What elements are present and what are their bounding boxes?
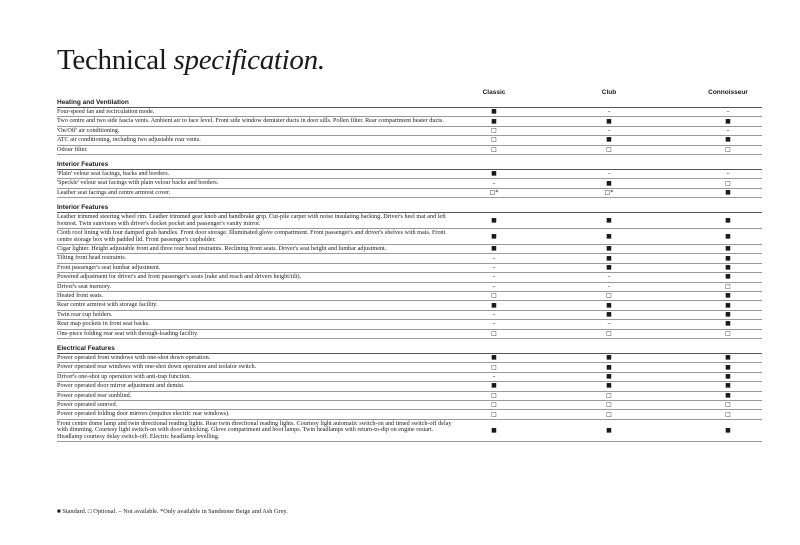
- spec-row: [57, 311, 762, 320]
- availability-mark: ■: [606, 426, 612, 434]
- availability-mark: □: [606, 410, 612, 418]
- section-title: Interior Features: [57, 160, 762, 170]
- spec-label: Cigar lighter. Height adjustable front and three rear head restraints. Reclining front seats. Driver's seat height and lumbar adjustment.: [57, 245, 387, 253]
- availability-mark: □*: [604, 188, 614, 196]
- availability-mark: □: [725, 179, 731, 187]
- availability-mark: ■: [725, 320, 731, 328]
- spec-label: Cloth roof lining with four damped grab handles. Front door storage. Illuminated glove compartment. Front passenger's and driver's shelves with mats. Front centre storage box with padded lid. Front passenger's cupholder.: [57, 229, 446, 243]
- spec-label: Power operated rear sunblind.: [57, 391, 132, 399]
- availability-mark: ■: [606, 363, 612, 371]
- availability-mark: –: [726, 126, 730, 134]
- availability-mark: □: [491, 401, 497, 409]
- spec-row: [57, 392, 762, 401]
- availability-mark: –: [492, 264, 496, 272]
- availability-mark: ■: [606, 179, 612, 187]
- availability-mark: ■: [725, 216, 731, 224]
- availability-mark: □: [491, 329, 497, 337]
- spec-label: Tilting front head restraints.: [57, 254, 127, 262]
- availability-mark: ■: [725, 273, 731, 281]
- spec-label: Front centre dome lamp and twin directional reading lights. Rear twin directional reading lights. Courtesy light automatic switch-on and timed switch-off delay with dimming. Courtesy light switch-on with door unlocking. Glove compartment and boot lamps. Twin headlamps with return-to-dip on engine restart. Headlamp courtesy delay switch-off. Electric headlamp levelling.: [57, 419, 452, 440]
- page-title: [57, 46, 325, 75]
- spec-row: [57, 254, 762, 263]
- spec-label: Power operated folding door mirrors (requires electric rear windows).: [57, 410, 230, 418]
- spec-row: [57, 292, 762, 301]
- availability-mark: ■: [491, 382, 497, 390]
- availability-mark: ■: [606, 354, 612, 362]
- availability-mark: ■: [606, 216, 612, 224]
- spec-row: [57, 283, 762, 292]
- availability-mark: ■: [725, 426, 731, 434]
- spec-label: Four-speed fan and recirculation mode.: [57, 108, 155, 115]
- availability-mark: ■: [606, 311, 612, 319]
- spec-table: [57, 98, 762, 442]
- availability-mark: □: [491, 410, 497, 418]
- spec-row: [57, 382, 762, 391]
- availability-mark: □: [606, 292, 612, 300]
- spec-row: [57, 108, 762, 117]
- availability-mark: ■: [725, 264, 731, 272]
- availability-mark: ■: [606, 264, 612, 272]
- availability-mark: ■: [491, 426, 497, 434]
- availability-mark: ■: [606, 117, 612, 125]
- spec-label: Rear centre armrest with storage facility.: [57, 301, 158, 309]
- spec-label: One-piece folding rear seat with through-loading facility.: [57, 329, 199, 337]
- availability-mark: ■: [606, 301, 612, 309]
- availability-mark: ■: [725, 254, 731, 262]
- availability-mark: ■: [725, 311, 731, 319]
- column-header-classic: Classic: [482, 89, 506, 96]
- availability-mark: ■: [606, 372, 612, 380]
- availability-mark: ■: [606, 232, 612, 240]
- spec-label: Power operated front windows with one-shot down operation.: [57, 354, 211, 361]
- availability-mark: ■: [606, 136, 612, 144]
- column-header-club: Club: [601, 89, 617, 96]
- spec-row: [57, 213, 762, 229]
- spec-label: Power operated door mirror adjustment and demist.: [57, 382, 185, 390]
- availability-mark: –: [492, 320, 496, 328]
- availability-mark: –: [607, 273, 611, 281]
- availability-mark: □: [725, 401, 731, 409]
- availability-mark: □: [725, 145, 731, 153]
- availability-mark: –: [607, 126, 611, 134]
- spec-row: [57, 363, 762, 372]
- availability-mark: ■: [491, 216, 497, 224]
- availability-mark: –: [492, 372, 496, 380]
- spec-row: [57, 179, 762, 188]
- availability-mark: □: [725, 329, 731, 337]
- availability-mark: □: [606, 391, 612, 399]
- spec-label: Driver's one-shot up operation with anti-trap function.: [57, 372, 191, 380]
- availability-mark: ■: [491, 354, 497, 362]
- section-title: Electrical Features: [57, 344, 762, 354]
- availability-mark: –: [607, 108, 611, 116]
- spec-label: Powered adjustment for driver's and front passenger's seats (rake and reach and drivers height/tilt).: [57, 273, 302, 281]
- spec-label: Leather seat facings and centre armrest cover.: [57, 188, 171, 196]
- availability-mark: □: [491, 292, 497, 300]
- availability-mark: ■: [725, 372, 731, 380]
- spec-label: Rear map pockets in front seat backs.: [57, 320, 150, 328]
- availability-mark: □: [491, 136, 497, 144]
- availability-mark: –: [607, 170, 611, 178]
- availability-mark: ■: [725, 136, 731, 144]
- spec-label: 'Speckle' velour seat facings with plain velour backs and borders.: [57, 179, 219, 187]
- availability-mark: ■: [491, 245, 497, 253]
- availability-mark: ■: [491, 232, 497, 240]
- spec-row: [57, 320, 762, 329]
- spec-label: Power operated rear windows with one-shot down operation and isolator switch.: [57, 363, 257, 371]
- availability-mark: ■: [606, 245, 612, 253]
- title-italic: specification.: [173, 44, 325, 76]
- footnote: ■ Standard. □ Optional. – Not available. *Only available in Sandstone Beige and Ash Grey.: [57, 508, 288, 515]
- spec-row: [57, 170, 762, 179]
- availability-mark: ■: [491, 170, 497, 178]
- availability-mark: –: [492, 311, 496, 319]
- availability-mark: ■: [725, 245, 731, 253]
- availability-mark: –: [492, 254, 496, 262]
- spec-row: [57, 401, 762, 410]
- availability-mark: –: [492, 282, 496, 290]
- spec-row: [57, 245, 762, 254]
- availability-mark: ■: [491, 117, 497, 125]
- spec-label: ATC air conditioning, including two adjustable rear vents.: [57, 136, 201, 144]
- availability-mark: –: [726, 170, 730, 178]
- spec-row: [57, 420, 762, 443]
- spec-label: Power operated sunroof.: [57, 400, 118, 408]
- spec-row: [57, 136, 762, 145]
- spec-row: [57, 301, 762, 310]
- spec-label: 'On/Off' air conditioning.: [57, 126, 120, 134]
- spec-row: [57, 273, 762, 282]
- availability-mark: –: [492, 273, 496, 281]
- availability-mark: –: [492, 179, 496, 187]
- spec-row: [57, 189, 762, 198]
- spec-label: Odour filter.: [57, 145, 88, 153]
- availability-mark: ■: [725, 391, 731, 399]
- availability-mark: ■: [725, 354, 731, 362]
- availability-mark: □: [491, 391, 497, 399]
- availability-mark: ■: [606, 254, 612, 262]
- availability-mark: □: [606, 401, 612, 409]
- availability-mark: –: [726, 108, 730, 116]
- availability-mark: ■: [491, 301, 497, 309]
- spec-label: Two centre and two side fascia vents. Ambient air to face level. Front side window demister ducts in door sills. Pollen filter. Rear compartment heater ducts.: [57, 117, 444, 125]
- availability-mark: ■: [725, 232, 731, 240]
- spec-label: 'Plain' velour seat facings, backs and borders.: [57, 169, 170, 177]
- availability-mark: □: [725, 410, 731, 418]
- spec-row: [57, 330, 762, 339]
- availability-mark: ■: [725, 382, 731, 390]
- availability-mark: ■: [725, 188, 731, 196]
- availability-mark: ■: [725, 363, 731, 371]
- availability-mark: □: [725, 282, 731, 290]
- spec-label: Twin rear cup holders.: [57, 310, 113, 318]
- availability-mark: □: [491, 363, 497, 371]
- availability-mark: □*: [489, 188, 499, 196]
- spec-row: [57, 410, 762, 419]
- availability-mark: □: [606, 145, 612, 153]
- spec-row: [57, 146, 762, 155]
- spec-label: Front passenger's seat lumbar adjustment.: [57, 263, 161, 271]
- spec-row: [57, 117, 762, 126]
- availability-mark: □: [491, 145, 497, 153]
- spec-row: [57, 127, 762, 136]
- section-title: Heating and Ventilation: [57, 98, 762, 108]
- availability-mark: ■: [725, 301, 731, 309]
- spec-row: [57, 264, 762, 273]
- availability-mark: –: [607, 320, 611, 328]
- availability-mark: □: [606, 329, 612, 337]
- availability-mark: ■: [606, 382, 612, 390]
- spec-row: [57, 373, 762, 382]
- availability-mark: ■: [725, 292, 731, 300]
- title-main: Technical: [57, 44, 167, 76]
- spec-row: [57, 354, 762, 363]
- availability-mark: ■: [491, 108, 497, 116]
- availability-mark: □: [491, 126, 497, 134]
- spec-label: Heated front seats.: [57, 292, 104, 300]
- column-header-connoisseur: Connoisseur: [708, 89, 748, 96]
- spec-row: [57, 229, 762, 245]
- spec-label: Driver's seat memory.: [57, 282, 112, 290]
- availability-mark: –: [607, 282, 611, 290]
- section-title: Interior Features: [57, 203, 762, 213]
- spec-label: Leather trimmed steering wheel rim. Leather trimmed gear knob and handbrake grip. Cut-pile carpet with noise insulating backing. Driver's heel mat and left footrest. Twin sunvisors with driver's docket pocket and passenger's vanity mirror.: [57, 213, 446, 227]
- availability-mark: ■: [725, 117, 731, 125]
